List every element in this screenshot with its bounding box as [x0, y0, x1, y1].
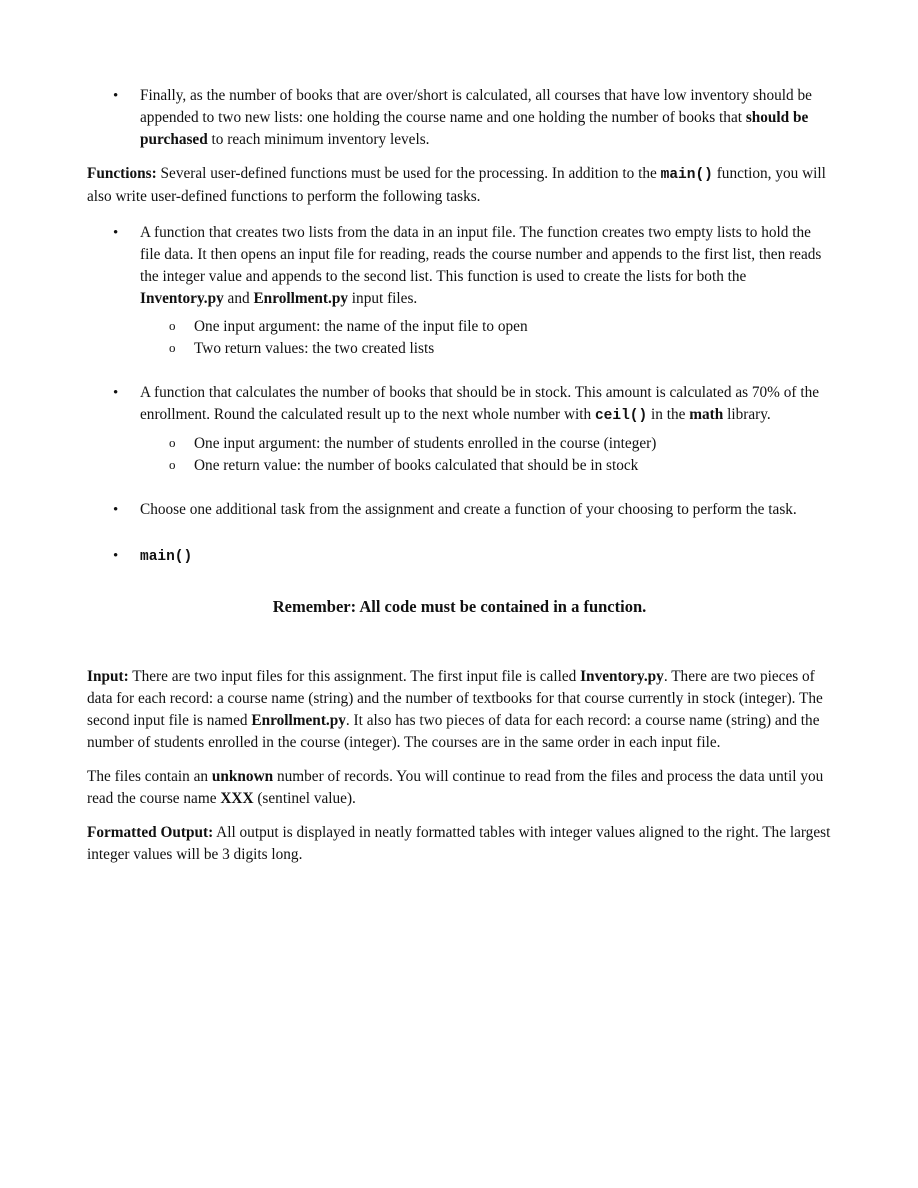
sub-list-item: o One return value: the number of books calculated that should be in stock — [87, 455, 832, 477]
records-paragraph: The files contain an unknown number of records. You will continue to read from the files and process the data until you read the course name XXX (sentinel value). — [87, 768, 824, 807]
list-item: • Finally, as the number of books that are over/short is calculated, all courses that have low inventory should be appended to two new lists: one holding the course name and one holding the number of books that should be purchased to reach minimum inventory levels. — [87, 85, 832, 151]
document-page — [87, 85, 832, 878]
sub-list — [140, 316, 832, 360]
sub-list-item: o One input argument: the name of the input file to open — [87, 316, 832, 338]
intro-list — [87, 85, 832, 151]
section-label: Functions: — [87, 165, 157, 182]
input-paragraph: Input: There are two input files for this assignment. The first input file is called Inventory.py. There are two pieces of data for each record: a course name (string) and the number of textbooks for that course currently in stock (integer). The second input file is named Enrollment.py. It also has two pieces of data for each record: a course name (string) and the number of students enrolled in the course (integer). The courses are in the same order in each input file. — [87, 668, 823, 751]
section-label: Input: — [87, 668, 129, 685]
emphasis: should be purchased — [140, 109, 809, 148]
sub-list-item: o One input argument: the number of students enrolled in the course (integer) — [87, 433, 832, 455]
list-item: • A function that creates two lists from the data in an input file. The function creates two empty lists to hold the file data. It then opens an input file for reading, reads the course number and appends to the first list, then reads the integer value and appends to the second list. This function is used to create the lists for both the Inventory.py and Enrollment.py input files. o One input argument: the name of the input file to open o Two return values: the two created lists — [87, 222, 832, 360]
code: ceil() — [594, 408, 648, 424]
sub-list-item: o Two return values: the two created lists — [87, 338, 832, 360]
section-label: Formatted Output: — [87, 824, 214, 841]
output-paragraph: Formatted Output: All output is displayed in neatly formatted tables with integer values aligned to the right. The largest integer values will be 3 digits long. — [87, 824, 831, 863]
list-item: • A function that calculates the number of books that should be in stock. This amount is calculated as 70% of the enrollment. Round the calculated result up to the next whole number with ceil() in the math library. o One input argument: the number of students enrolled in the course (integer) o One return value: the number of books calculated that should be in stock — [87, 382, 832, 477]
list-item: • Choose one additional task from the assignment and create a function of your choosing to perform the task. — [87, 499, 832, 521]
code: main() — [660, 167, 713, 183]
remember-heading: Remember: All code must be contained in a function. — [272, 597, 647, 616]
sub-list — [140, 433, 832, 477]
functions-list — [87, 222, 832, 568]
list-item — [87, 545, 832, 568]
functions-paragraph: Functions: Several user-defined functions must be used for the processing. In addition to the main() function, you will also write user-defined functions to perform the following tasks. — [87, 165, 826, 205]
code: main() — [140, 549, 193, 565]
